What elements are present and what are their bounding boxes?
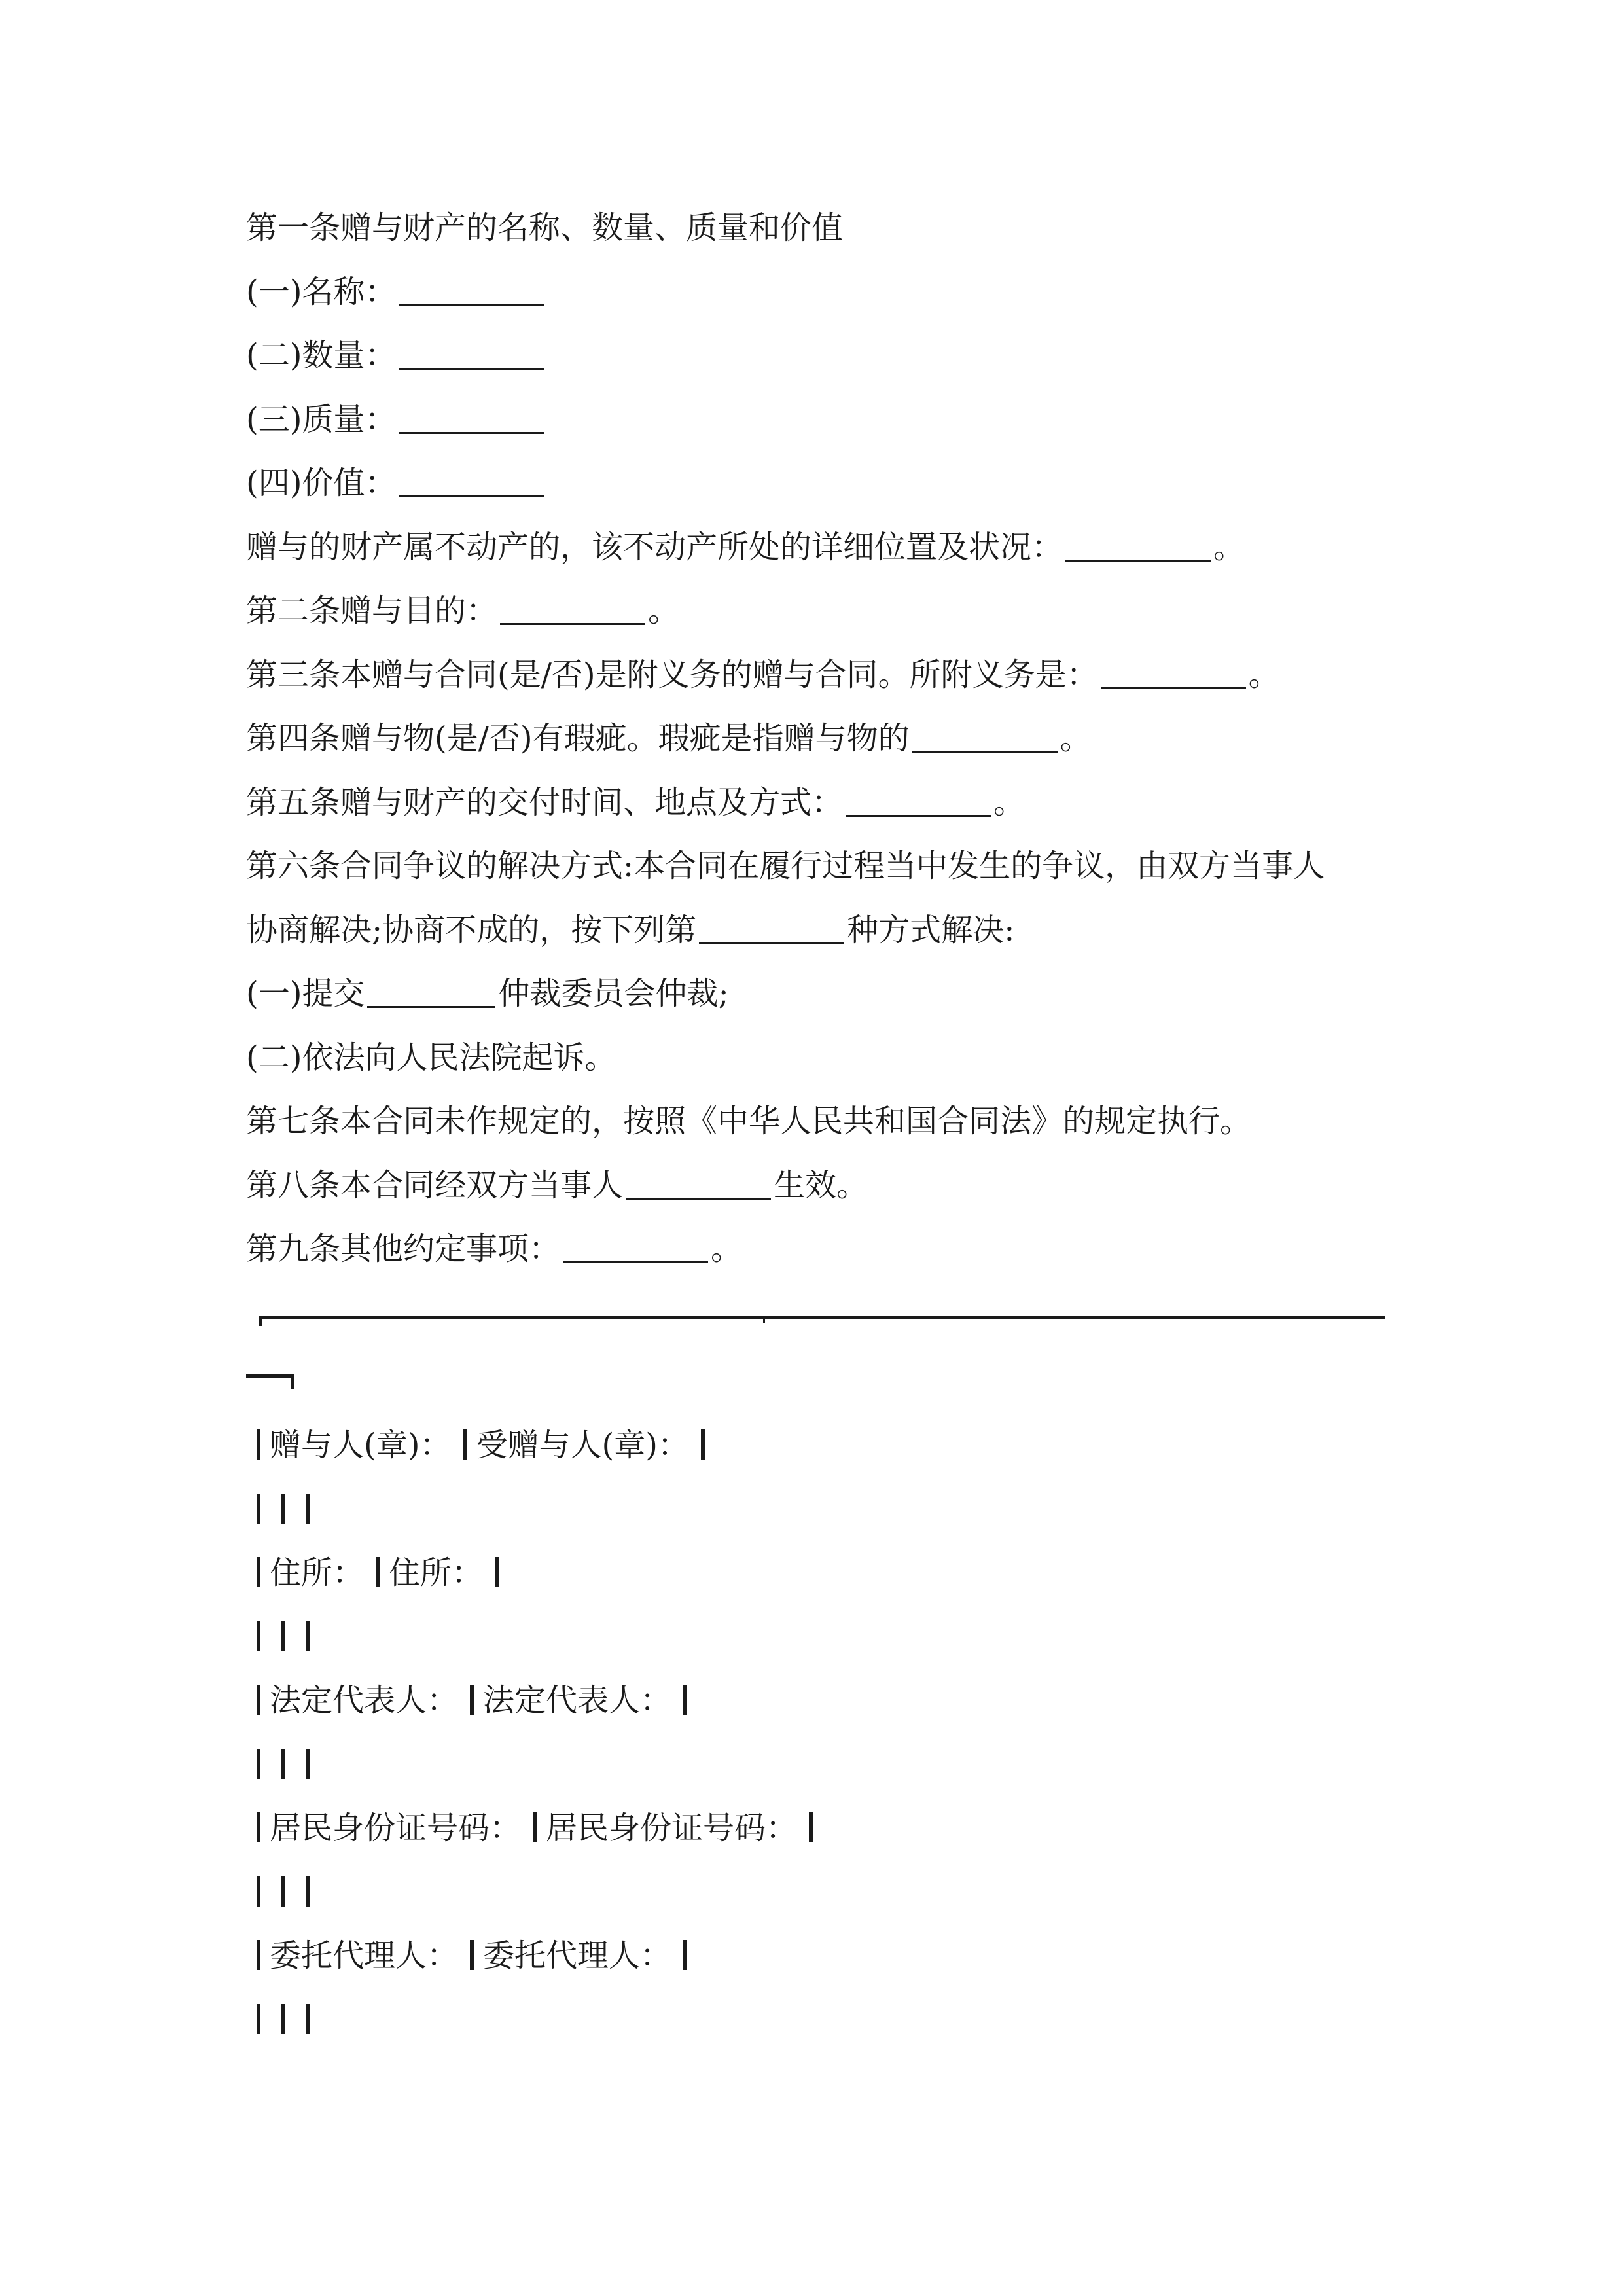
article-8-end: 生效。: [774, 1166, 868, 1204]
article-3: [246, 643, 1398, 708]
agent-right-label: 委托代理人：: [483, 1937, 672, 1974]
signature-row-parties: [246, 1414, 1398, 1478]
table-bar: [257, 1621, 260, 1651]
signature-row-address: [246, 1541, 1398, 1605]
article-2-end: 。: [648, 592, 680, 629]
article-8: [246, 1154, 1398, 1218]
signature-table-frame: [246, 1302, 1385, 1407]
option-2-text: (二)依法向人民法院起诉。: [246, 1039, 616, 1076]
rep-left-label: 法定代表人：: [270, 1682, 459, 1719]
address-right-label: 住所：: [389, 1554, 484, 1591]
item-name-label: (一)名称：: [246, 273, 397, 310]
article-3-text: 第三条本赠与合同(是/否)是附义务的赠与合同。所附义务是：: [246, 656, 1098, 693]
id-right-label: 居民身份证号码：: [546, 1810, 798, 1846]
table-bar: [306, 2004, 310, 2034]
defect-blank[interactable]: [912, 714, 1058, 753]
table-bar: [281, 1621, 285, 1651]
other-terms-blank[interactable]: [563, 1225, 708, 1263]
quality-blank[interactable]: [399, 395, 544, 434]
table-bar: [683, 1685, 687, 1715]
table-bar: [257, 1557, 260, 1587]
real-estate-line: [246, 516, 1398, 580]
frame-right-corner: [291, 1374, 294, 1389]
article-6-line-2-end: 种方式解决:: [847, 911, 1015, 948]
table-bar: [683, 1940, 687, 1970]
table-bar: [257, 1940, 260, 1970]
option-1-text: (一)提交: [246, 975, 365, 1012]
quantity-blank[interactable]: [399, 331, 544, 370]
table-bar: [306, 1494, 310, 1524]
article-4: [246, 707, 1398, 771]
table-bar: [533, 1812, 537, 1842]
table-bar: [470, 1940, 474, 1970]
address-left-label: 住所：: [270, 1554, 365, 1591]
purpose-blank[interactable]: [500, 586, 645, 625]
signature-row-empty: [246, 1605, 1398, 1670]
table-bar: [257, 1812, 260, 1842]
table-bar: [257, 1749, 260, 1779]
signature-row-representative: [246, 1669, 1398, 1733]
table-bar: [281, 1876, 285, 1907]
table-bar: [257, 1429, 260, 1460]
real-estate-text: 赠与的财产属不动产的，该不动产所处的详细位置及状况：: [246, 528, 1063, 565]
arbitration-blank[interactable]: [367, 969, 495, 1008]
table-bar: [495, 1557, 499, 1587]
table-bar: [463, 1429, 467, 1460]
table-bar: [701, 1429, 705, 1460]
rep-right-label: 法定代表人：: [483, 1682, 672, 1719]
signature-block: [246, 1414, 1398, 2052]
table-bar: [470, 1685, 474, 1715]
article-9: [246, 1217, 1398, 1282]
article-3-end: 。: [1248, 656, 1280, 693]
signature-row-agent: [246, 1924, 1398, 1988]
table-bar: [281, 1749, 285, 1779]
item-quantity-label: (二)数量：: [246, 337, 397, 374]
article-8-text: 第八条本合同经双方当事人: [246, 1166, 624, 1204]
item-quality-label: (三)质量：: [246, 401, 397, 438]
value-blank[interactable]: [399, 459, 544, 497]
frame-middle-tick: [763, 1316, 765, 1323]
article-1-title-text: 第一条赠与财产的名称、数量、质量和价值: [246, 209, 844, 246]
article-9-text: 第九条其他约定事项：: [246, 1230, 561, 1267]
article-1-item-value: [246, 452, 1398, 516]
agent-left-label: 委托代理人：: [270, 1937, 459, 1974]
table-bar: [281, 2004, 285, 2034]
article-5: [246, 771, 1398, 835]
article-4-end: 。: [1060, 720, 1092, 757]
item-value-label: (四)价值：: [246, 465, 397, 501]
article-9-end: 。: [711, 1230, 743, 1267]
article-2-text: 第二条赠与目的：: [246, 592, 498, 629]
article-1-item-quality: [246, 388, 1398, 452]
table-bar: [257, 1494, 260, 1524]
article-1-item-name: [246, 260, 1398, 325]
article-7: [246, 1090, 1398, 1154]
real-estate-end: 。: [1213, 528, 1245, 565]
article-5-text: 第五条赠与财产的交付时间、地点及方式：: [246, 783, 844, 821]
signature-row-id-number: [246, 1797, 1398, 1861]
signature-row-empty: [246, 1733, 1398, 1797]
table-bar: [376, 1557, 380, 1587]
option-1-end: 仲裁委员会仲裁;: [498, 975, 729, 1012]
donee-label: 受赠与人(章)：: [476, 1427, 689, 1463]
table-bar: [306, 1749, 310, 1779]
frame-top-border: [259, 1316, 1385, 1319]
real-estate-blank[interactable]: [1065, 523, 1211, 562]
table-bar: [306, 1621, 310, 1651]
table-bar: [257, 1685, 260, 1715]
name-blank[interactable]: [399, 268, 544, 306]
table-bar: [809, 1812, 813, 1842]
effective-blank[interactable]: [626, 1161, 771, 1200]
signature-row-empty: [246, 1478, 1398, 1542]
signature-row-empty: [246, 1861, 1398, 1925]
article-2: [246, 579, 1398, 643]
table-bar: [257, 2004, 260, 2034]
article-5-end: 。: [993, 783, 1026, 821]
table-bar: [281, 1494, 285, 1524]
signature-row-empty: [246, 1988, 1398, 2053]
delivery-blank[interactable]: [846, 778, 991, 817]
article-1-title: [246, 196, 1398, 260]
article-6-line-1: [246, 834, 1398, 899]
article-1-item-quantity: [246, 324, 1398, 388]
article-6-line-2-text: 协商解决;协商不成的，按下列第: [246, 911, 697, 948]
article-6-option-1: [246, 962, 1398, 1026]
donor-label: 赠与人(章)：: [270, 1427, 452, 1463]
obligation-blank[interactable]: [1101, 651, 1246, 689]
frame-second-line: [246, 1374, 293, 1378]
article-6-line-2: [246, 899, 1398, 963]
table-bar: [306, 1876, 310, 1907]
id-left-label: 居民身份证号码：: [270, 1810, 522, 1846]
article-7-text: 第七条本合同未作规定的，按照《中华人民共和国合同法》的规定执行。: [246, 1103, 1252, 1139]
method-number-blank[interactable]: [699, 906, 844, 944]
contract-body: [246, 196, 1398, 1282]
article-6-text: 第六条合同争议的解决方式:本合同在履行过程当中发生的争议，由双方当事人: [246, 848, 1325, 884]
table-bar: [257, 1876, 260, 1907]
article-6-option-2: [246, 1026, 1398, 1090]
article-4-text: 第四条赠与物(是/否)有瑕疵。瑕疵是指赠与物的: [246, 720, 910, 757]
